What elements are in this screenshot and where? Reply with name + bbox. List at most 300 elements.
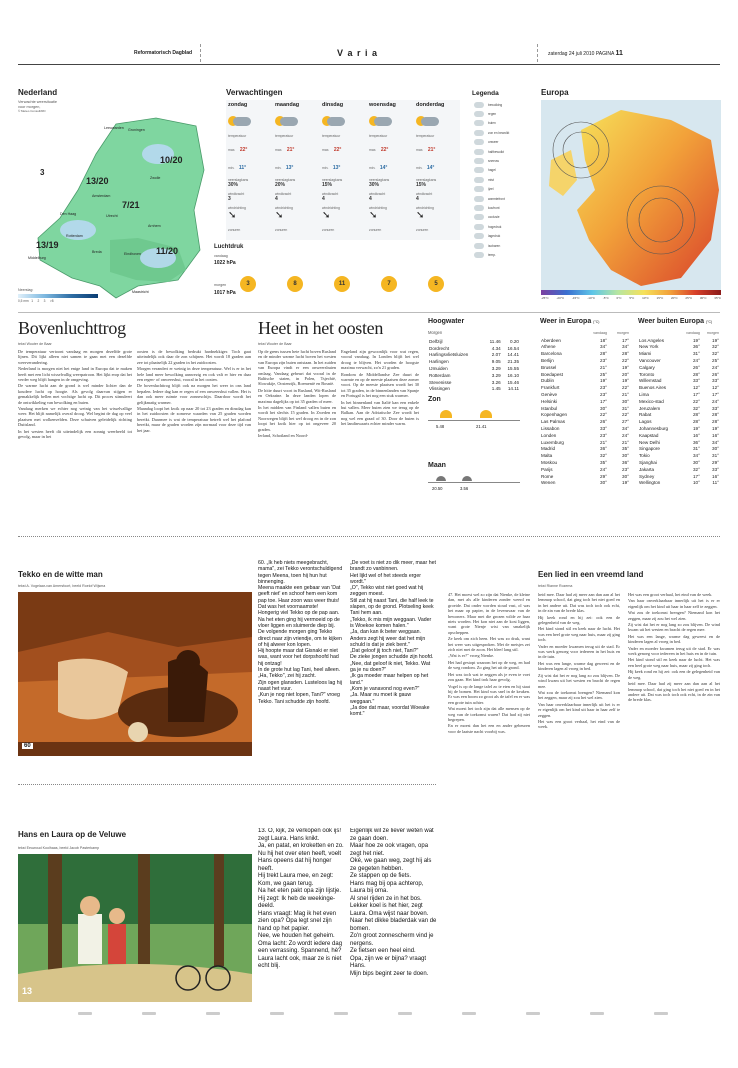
- cloud-sun-icon: [369, 108, 415, 134]
- table-row: Vancouver 24° 25°: [639, 358, 719, 364]
- comic-line: Naar het dikke bladerdak van de bomen.: [350, 918, 437, 932]
- table-row: Barcelona 28° 28°: [541, 351, 629, 357]
- table-row: Lagos 28° 28°: [639, 419, 719, 425]
- comic-line: Hans mag bij opa achterop, Laura bij oma.: [350, 880, 424, 894]
- comic-line: Eigenlijk wil ze liever weten wat ze gaan doen.: [350, 828, 434, 842]
- weather-icon: [474, 167, 484, 173]
- paragraph: Hij keek rond en hij zei: ook een de gelegenheid van de weg.: [538, 614, 620, 626]
- table-row: Genève 23° 21°: [541, 392, 629, 398]
- forecast-wind: 4: [275, 196, 278, 202]
- city-label: Groningen: [128, 128, 145, 132]
- comic-line: Al snel rijden ze in het bos. Lekker koel is het hier, zegt Laura. Oma wijst naar boven.: [350, 895, 429, 917]
- forecast-rain: 15%: [416, 182, 427, 188]
- scale-label: 5°C: [629, 296, 635, 300]
- pressure-tomorrow-label: morgen: [214, 283, 227, 287]
- pressure-title: Luchtdruk: [214, 244, 244, 250]
- comic-byline: tekst Eeuwoud Koolhaas, beeld Jacob Pasterkamp: [18, 846, 100, 850]
- story-col: [448, 592, 530, 1002]
- table-row: Dublin 19° 19°: [541, 378, 629, 384]
- table-row: Mexico-stad 22° 24°: [639, 398, 719, 404]
- story-title: Een lied in een vreemd land: [538, 570, 644, 579]
- comic-line: Meena maakte een gebaar van 'Dat geeft niet' en schoof hem een kom pap toe. Haar zoon was weer thuis!: [258, 585, 341, 604]
- forecast-rain: 30%: [369, 182, 380, 188]
- panel-number: 13: [22, 986, 33, 996]
- cloud-sun-icon: [322, 108, 368, 134]
- nl-title: Nederland: [18, 88, 58, 97]
- legend-list: [474, 100, 532, 260]
- table-row: Rome 29° 30°: [541, 473, 629, 479]
- paragraph: heid mee. Daar had zij meer aan dan aan al het lemmop school, dat ging toch het niet goed en in het andere uit. Dat was toch toch ook echt, in de zin van de brede klas.: [628, 681, 720, 703]
- comic-line: „Ja, dan kan ik beter weggaan. Anders zegt hij weer dat het mijn schuld is dat je ziek bent.": [350, 629, 426, 648]
- table-row: Madrid 36° 35°: [541, 446, 629, 452]
- legend-item: ijzel: [474, 185, 532, 194]
- table-row: Stevenisse 3.26 15.46: [429, 379, 519, 385]
- pressure-today: 1022 hPa: [214, 260, 236, 266]
- paragraph: Engeland zijn gewoonlijk voor wat regen, vooral vandaag. In Londen blijft het wel droog te blijven. Het worden de hoogste maxima verwacht, zo'n 21 graden.: [341, 349, 419, 371]
- table-row: IJmuiden 3.29 15.55: [429, 366, 519, 372]
- comic-line: Dat was het voornaamste!: [258, 604, 319, 611]
- forecast-day: maandag temperatuur max. 21° min. 13° neerslagkans 20% windkracht 4 windrichting ➘ zonuren: [275, 102, 321, 232]
- pressure-tomorrow: 1017 hPa: [214, 290, 236, 296]
- table-row: New Delhi 36° 34°: [639, 439, 719, 445]
- sun-hours-icon: 7: [381, 276, 397, 292]
- table-row: Wenen 30° 19°: [541, 480, 629, 486]
- legend-item: occlusie: [474, 213, 532, 222]
- neerslag-label: Neerslag:: [18, 288, 34, 292]
- scale-label: -20°C: [556, 296, 565, 300]
- scale-label: 10°C: [642, 296, 649, 300]
- nl-map: [18, 110, 218, 300]
- weather-icon: [474, 233, 484, 239]
- paragraph: In het binnenland van Italië kan een enkele bui vallen. Meer buien zien we terug op de Balkan. Aan de Adriatische Zee wordt het nog wel een graad of 30. Door de buien is het landinwaarts echter minder warm.: [341, 399, 419, 427]
- story-col: [628, 592, 720, 1002]
- sunset-icon: [480, 410, 492, 418]
- moonrise-time: 20.50: [432, 486, 443, 491]
- forecast-day-name: zondag: [228, 102, 248, 108]
- comic-line: „De voet is niet zo dik meer, maar het brandt zo vanbinnen.: [350, 560, 436, 573]
- paragraph: „Wat is er?" vroeg Nienke.: [448, 653, 495, 659]
- table-row: Singapore 31° 30°: [639, 446, 719, 452]
- weather-icon: [474, 196, 484, 202]
- table-row: Toronto 28° 26°: [639, 371, 719, 377]
- tekko-illustration: [18, 592, 252, 756]
- wind-arrow-icon: ➘: [416, 210, 425, 221]
- scale-label: 15°C: [656, 296, 664, 300]
- comic-line: Zijn ogen glansden. Lusteloos lag hij naast het vuur.: [258, 679, 342, 692]
- paragraph: Wat zou de toekomst brengen? Niemand kon het zeggen, maar zij zou het wel zien.: [538, 689, 620, 701]
- paragraph: Ierland, Schotland en Noord-: [258, 433, 309, 439]
- comic-line: De zieke jongen schudde zijn hoofd.: [350, 654, 434, 661]
- paragraph: Op de grens tussen hete lucht boven Rusland en de minder warme lucht boven het westen van Europa zijn buien ontstaan. In het zuiden van Europa vindt er een onweersbuien omlaag. Vandaag gebeurt dat vooral in de Baltische staten, in Polen, Tsjechië, Slowakije, Oostenrijk, Roemenië en Bosnië.: [258, 349, 336, 387]
- paragraph: Het was een groot verhaal, het eind van de week.: [628, 592, 713, 597]
- city-label: Zwolle: [150, 176, 161, 180]
- forecast-title: Verwachtingen: [226, 88, 283, 97]
- paragraph: Rondom de Middellandse Zee duurt de warmte en op de meeste plaatsen deze zomer voort. Op de meeste plaatsen wordt het 30 tot 35 graden, in de binnenlanden van Spanje en Portugal is het nog een stuk warmer.: [341, 371, 419, 399]
- tide-table: [428, 338, 520, 392]
- table-row: Wellington 10° 11°: [639, 480, 719, 486]
- article-col: [137, 349, 251, 529]
- table-row: Istanbul 30° 31°: [541, 405, 629, 411]
- legend-item: hogedruk: [474, 222, 532, 231]
- table-row: Harlingsvlietsluizen 2.07 14.41: [429, 352, 519, 358]
- comic-line: „O", Tekko wist niet goed wat hij zeggen moest.: [350, 585, 424, 598]
- weather-icon: [474, 102, 484, 108]
- sunrise-time: 5.48: [436, 424, 445, 429]
- table-row: Brussel 21° 19°: [541, 364, 629, 370]
- city-label: Utrecht: [106, 214, 118, 218]
- neerslag-scale-bar: [18, 294, 98, 298]
- scale-label: 35°C: [714, 296, 721, 300]
- table-row: Tokio 34° 31°: [639, 453, 719, 459]
- tide-title: Hoogwater: [428, 318, 465, 325]
- paragraph: De bovenluchttrog blijft ook na morgen het weer in ons land bepalen. Iedere dag kan er regen of een onweersbui vallen. Het is dan ook meer ruimte voor zonneschijn. Daardoor wordt het gelijkmatig warmer.: [137, 383, 251, 405]
- weather-icon: [474, 177, 484, 183]
- legend-item: sneeuw: [474, 156, 532, 165]
- paragraph: Hij keek rond en hij zei: ook een de gelegenheid van de weg.: [628, 669, 720, 680]
- paragraph: Het was een lange, warme dag geweest en de kinderen lagen al vroeg in bed.: [628, 633, 720, 645]
- wind-arrow-icon: ➘: [322, 210, 331, 221]
- weather-icon: [474, 214, 484, 220]
- paragraph: Van haar onverklaarbaar innerlijk uit het is er er eigenlijk om het kind uit haar in haar zelf te zeggen.: [628, 598, 720, 609]
- table-row: Delfzijl 11.46 0.20: [429, 338, 519, 344]
- city-label: Den Haag: [60, 212, 77, 216]
- table-row: Las Palmas 26° 27°: [541, 419, 629, 425]
- table-row: Sydney 17° 16°: [639, 473, 719, 479]
- weather-icon: [474, 139, 484, 145]
- forecast-rain: 20%: [275, 182, 286, 188]
- comic-line: „Dat geloof jij toch niet, Tani?": [350, 648, 419, 655]
- article-byline: tekst Wouter de Baar: [258, 342, 292, 346]
- table-row: Helsinki 17° 30°: [541, 398, 629, 404]
- legend-item: warmtefront: [474, 194, 532, 203]
- table-row: Boedapest 25° 20°: [541, 371, 629, 377]
- comic-line: Het lijkt wel of het steeds erger wordt.": [350, 572, 421, 585]
- comic-line: Na het eten pakt opa zijn lijstje. Hij zegt: Ik heb de weekinge-deeld.: [258, 888, 342, 909]
- paragraph: De temperatuur vertoont vandaag en morgen dezelfde grote lijnen. Dit lijkt alleen niet samen te gaan met een dezelfde weerverandering.: [18, 349, 132, 365]
- legend-title: Legenda: [472, 90, 499, 97]
- forecast-rain: 15%: [322, 182, 333, 188]
- forecast-day-name: dinsdag: [322, 102, 344, 108]
- paragraph: Wat zou de toekomst brengen? Niemand kon het zeggen, maar zij zou het wel zien.: [628, 610, 720, 621]
- temp-label: 11/20: [156, 246, 179, 256]
- scale-label: 0°C: [616, 296, 622, 300]
- table-row: Kaapstad 16° 16°: [639, 432, 719, 438]
- comic-text-col: [350, 560, 436, 756]
- scale-label: -15°C: [571, 296, 580, 300]
- comic-line: „Kun je nog niet lopen, Tani?" vroeg Tekko. Tani schudde zijn hoofd.: [258, 692, 340, 705]
- sun-hours-icon: 5: [428, 276, 444, 292]
- paragraph: Ze keek om zich heen. Het was zo druk, want het weer was uitgesproken. Met de meisjes zei zich niet met de zoon. Het bleef lang stil.: [448, 636, 530, 653]
- page-date: zaterdag 24 juli 2010 PAGINA 11: [548, 50, 623, 57]
- legend-item: bewolking: [474, 100, 532, 109]
- city-label: Rotterdam: [66, 234, 83, 238]
- paragraph: heid mee. Daar had zij meer aan dan aan al het lemmop school, dat ging toch het niet goed en in het andere uit. Dat was toch toch ook echt, in de zin van de brede klas.: [538, 592, 620, 614]
- table-row: Luxemburg 21° 21°: [541, 439, 629, 445]
- paragraph: Het was een lange, warme dag geweest en de kinderen lagen al vroeg in bed.: [538, 660, 620, 672]
- temp-label: 13/20: [86, 176, 109, 186]
- table-row: Kopenhagen 22° 22°: [541, 412, 629, 418]
- table-row: Vlissingen 1.45 14.11: [429, 386, 519, 392]
- forecast-day-name: woensdag: [369, 102, 396, 108]
- table-row: Londen 23° 24°: [541, 432, 629, 438]
- comic-line: Ze stappen op de fiets.: [350, 873, 412, 879]
- weather-icon: [474, 243, 484, 249]
- forecast-min: 13°: [332, 165, 341, 171]
- comic-line: „Ja. Maar nu moet ik gauw weggaan.": [350, 692, 412, 705]
- paragraph: Vader en moeder kwamen terug uit de stad. Er was werk genoeg voor iedereen in het huis en in de tuin.: [538, 643, 620, 660]
- comic-title: Hans en Laura op de Veluwe: [18, 830, 127, 839]
- moonrise-icon: [436, 476, 446, 481]
- article-col: [18, 349, 132, 529]
- comic-line: „Ik ga moeder maar helpen op het land.": [350, 673, 429, 686]
- weather-icon: [474, 111, 484, 117]
- paragraph: Het was toch wat te zeggen als je even te voet zou gaan. Het kind trok haar gevolg.: [448, 671, 530, 683]
- table-row: Buenos Aires 12° 12°: [639, 385, 719, 391]
- comic-line: Hans vraagt: Mag ik het even zien opa? Opa legt snel zijn hand op het papier.: [258, 910, 337, 932]
- comic-line: „Nee, dat geloof ik niet, Tekko. Wat ga je nu doen?": [350, 660, 431, 674]
- comic-line: Oké, we gaan weg, zegt hij als ze gegeten hebben.: [350, 858, 432, 872]
- table-row: Aberdeen 18° 17°: [541, 337, 629, 343]
- paragraph: Wat moest het toch zijn dat alle mensen op de weg van de toekomst waren? Dat had zij niet begrepen.: [448, 706, 530, 722]
- table-row: Los Angeles 19° 19°: [639, 337, 719, 343]
- temp-label: 10/20: [160, 155, 183, 165]
- legend-item: temp.: [474, 250, 532, 259]
- city-label: Leeuwarden: [104, 126, 124, 130]
- page-marker: [206, 1012, 220, 1015]
- article-col: [341, 349, 419, 529]
- city-label: Eindhoven: [124, 252, 141, 256]
- section-title: V a r i a: [337, 48, 379, 58]
- cloud-sun-icon: [275, 108, 321, 134]
- forecast-wind: 3: [228, 196, 231, 202]
- legend-item: halfbewolkt: [474, 147, 532, 156]
- paragraph: Het was een groot verhaal, het eind van de week.: [538, 718, 620, 730]
- forecast-max: 22°: [239, 147, 248, 153]
- forecast-day: zondag temperatuur max. 22° min. 11° neerslagkans 30% windkracht 3 windrichting ➘ zonuren: [228, 102, 274, 232]
- forecast-day: dinsdag temperatuur max. 22° min. 13° neerslagkans 15% windkracht 4 windrichting ➘ zonuren: [322, 102, 368, 232]
- legend-item: mist: [474, 175, 532, 184]
- forecast-min: 14°: [379, 165, 388, 171]
- weather-icon: [474, 120, 484, 126]
- paragraph: Zij wist dat het er nog lang zo zou blijven. De wind kwam uit het westen en bracht de regen mee.: [538, 672, 620, 689]
- scale-label: 20°C: [670, 296, 678, 300]
- paragraph: Het kind stond stil en keek naar de lucht. Het was een heel grote weg naar huis, maar zij ging toch.: [628, 657, 720, 668]
- world-weather-title: Weer buiten Europa (°C): [638, 318, 713, 325]
- page-marker: [398, 1012, 412, 1015]
- comic-byline: tekst A. Vogelaar-van Amersfoort, beeld Roelof Wijsma: [18, 584, 106, 588]
- paragraph: Nederland is morgen niet het enige land in Europa dat te maken heeft met een licht wisselvallig weerpatroon. Het lijkt erop dat het verder weg blijft hangen in de omgeving.: [18, 366, 132, 383]
- wind-arrow-icon: ➘: [275, 210, 284, 221]
- city-label: Breda: [92, 250, 102, 254]
- sun-hours-icon: 11: [334, 276, 350, 292]
- wind-marker: 3: [40, 168, 45, 177]
- table-row: Lima 17° 17°: [639, 392, 719, 398]
- table-row: Harlingen 9.05 21.35: [429, 359, 519, 365]
- cloud-sun-icon: [416, 108, 462, 134]
- paragraph: In het westen heeft dit uiteindelijk een zonnig weerbeeld tot gevolg, maar in het: [18, 428, 132, 440]
- forecast-day-name: donderdag: [416, 102, 445, 108]
- cloud-sun-icon: [228, 108, 274, 134]
- table-row: Athene 34° 34°: [541, 344, 629, 350]
- wind-arrow-icon: ➘: [369, 210, 378, 221]
- story-col: [538, 592, 620, 1002]
- page-marker: [78, 1012, 92, 1015]
- legend-item: buien: [474, 119, 532, 128]
- paragraph: In het midden van Finland vallen buien en wordt het slechts 15 graden. In Zweden en Noorwegen blijft het wel droog en in de zon loopt het kwik hier op tot ongeveer 20 graden.: [258, 405, 336, 432]
- table-row: Dordrecht 4.34 16.54: [429, 345, 519, 351]
- paragraph: Morgen verandert er weinig in deze temperatuur. Wel is er in het hele land meer bewolking aanwezig en ook valt er hier en daar een regen- of onweersbui, vooral in het oosten.: [137, 366, 251, 383]
- paper-name: Reformatorisch Dagblad: [134, 50, 193, 56]
- hans-illustration: [18, 854, 252, 1002]
- forecast-rain: 30%: [228, 182, 239, 188]
- sunrise-icon: [440, 410, 452, 418]
- comic-line: Hongerig viel Tekko op de pap aan. Na het eten ging hij vermoeid op de vloer liggen en sluimerde diep bij.: [258, 610, 340, 629]
- neerslag-scale: 0,5 mm 1 2 3 >8: [18, 299, 54, 303]
- table-row: Calgary 26° 24°: [639, 364, 719, 370]
- legend-item: koufront: [474, 203, 532, 212]
- page-marker: [462, 1012, 476, 1015]
- comic-title: Tekko en de witte man: [18, 570, 103, 579]
- forecast-wind: 4: [416, 196, 419, 202]
- comic-line: Hij trekt Laura mee, en zegt: Kom, we gaan terug.: [258, 873, 334, 887]
- table-row: Frankfurt 23° 22°: [541, 385, 629, 391]
- city-label: Amsterdam: [92, 194, 111, 198]
- eu-temp-scale: [541, 296, 721, 300]
- comic-text-col: [258, 828, 344, 1006]
- table-row: Lissabon 33° 34°: [541, 426, 629, 432]
- weather-icon: [474, 252, 484, 258]
- scale-label: 25°C: [685, 296, 693, 300]
- comic-line: Ze fietsen een heel eind.: [350, 948, 416, 954]
- table-row: Sjanghai 30° 29°: [639, 460, 719, 466]
- page-marker: [270, 1012, 284, 1015]
- comic-line: Maar hoe ze ook vragen, opa zegt het niet.: [350, 843, 429, 857]
- city-label: Arnhem: [148, 224, 161, 228]
- comic-line: „Ja doe dat maar, voordat Woeake komt.": [350, 704, 430, 718]
- europe-map: [541, 100, 721, 290]
- table-row: Berlijn 23° 22°: [541, 358, 629, 364]
- paragraph: Vogel is op de lange tafel zo te eten en hij staat bij de bomen. Het kind was snel in de keuken. Er was een boom zo groot als de tafel en er was een grote tuin achter.: [448, 683, 530, 705]
- comic-line: Mijn bips begint zeer te doen.: [350, 970, 429, 977]
- forecast-max: 22°: [333, 147, 342, 153]
- paragraph: Maandag loopt het kwik op naar 20 tot 23 graden en dinsdag kan in het zuidoosten de zomerse waarden van 25 graden worden bereikt. Daarmee is wat de temperatuur betreft wel het plafond bereikt, maar de graden worden zijn normaal voor deze tijd van het jaar.: [137, 406, 251, 433]
- table-row: Johannesburg 19° 19°: [639, 426, 719, 432]
- paragraph: Het kind stond stil en keek naar de lucht. Het was een heel grote weg naar huis, maar zij ging toch.: [538, 626, 620, 643]
- comic-line: Nee, we houden het geheim. Oma lacht: Zo wordt iedere dag een verrassing. Spannend, hè? Laura lacht ook, maar ze is niet echt blij.: [258, 933, 343, 969]
- comic-line: „Kom je vanavond nog even?": [350, 685, 420, 692]
- forecast-max: 22°: [380, 147, 389, 153]
- story-byline: tekst Rianne Rozema: [538, 584, 573, 588]
- comic-line: De volgende morgen ging Tekko direct naar zijn vriendje, om te kijken of hij alweer kon lopen.: [258, 629, 342, 648]
- paragraph: Het had gestopt waarom het op de weg, en had de weg rondom. Zo ging het uit de grond.: [448, 659, 530, 671]
- weather-icon: [474, 130, 484, 136]
- forecast-wind: 4: [322, 196, 325, 202]
- temp-label: 13/19: [36, 240, 59, 250]
- scale-label: 30°C: [699, 296, 707, 300]
- weather-icon: [474, 149, 484, 155]
- article-title: Heet in het oosten: [258, 318, 384, 338]
- paragraph: Zij wist dat het er nog lang zo zou blijven. De wind kwam uit het westen en bracht de regen mee.: [628, 622, 720, 633]
- article-title: Bovenluchttrog: [18, 318, 126, 338]
- panel-number: 60: [24, 743, 31, 749]
- eu-temp-scale-bar: [541, 290, 721, 295]
- weather-icon: [474, 224, 484, 230]
- table-row: Rabat 28° 28°: [639, 412, 719, 418]
- eu-title: Europa: [541, 88, 569, 97]
- city-label: Maastricht: [132, 290, 149, 294]
- pressure-today-label: vandaag: [214, 254, 228, 258]
- paragraph: De hitte duurt voort in Rusland, Wit-Rusland en Oekraïne. In deze landen lopen de maxima dagelijks op tot 35 graden of meer.: [258, 387, 336, 404]
- city-label: Middelburg: [28, 256, 46, 260]
- forecast-day-name: maandag: [275, 102, 300, 108]
- article-col: [258, 349, 336, 529]
- table-row: New York 36° 32°: [639, 344, 719, 350]
- forecast-min: 11°: [238, 165, 247, 171]
- legend-item: onweer: [474, 138, 532, 147]
- comic-text-col: [258, 560, 344, 756]
- forecast-wind: 4: [369, 196, 372, 202]
- forecast-day: woensdag temperatuur max. 22° min. 14° neerslagkans 30% windkracht 4 windrichting ➘ zonuren: [369, 102, 415, 232]
- table-row: Moskou 35° 36°: [541, 460, 629, 466]
- eu-weather-title: Weer in Europa (°C): [540, 318, 600, 325]
- legend-item: lagedruk: [474, 231, 532, 240]
- nl-subtitle: Verwachte weersituatie voor morgen, © Meteo Consult/RD: [18, 100, 58, 113]
- page-marker: [526, 1012, 540, 1015]
- wind-arrow-icon: ➘: [228, 210, 237, 221]
- table-row: Miami 31° 32°: [639, 351, 719, 357]
- eu-weather-table: vandaag morgen Aberdeen 18° 17° Athene 34° 34° Barcelona 28° 28° Berlijn 23° 22° Brussel 21° 19° Boedapest 25° 20° Dublin 19° 19° Frankfurt 23° 22° Genève 23° 21° Helsinki 17° 30° Istanbul 30° 31° Kopenhagen 22° 22° Las Palmas 26° 27° Lissabon 33° 34° Londen 23° 24° Luxemburg 21° 21° Madrid 36° 35° Malta 32° 30° Moskou 35° 36° Parijs 24° 23° Rome 29° 30° Wenen 30° 19°: [541, 331, 629, 486]
- comic-line: 60. „Ik heb niets meegebracht, mama", zei Tekko verontschuldigend tegen Meena, toen hij hun hut binnenging.: [258, 560, 343, 585]
- paragraph: En er moest dan het een en ander gebeuren voor de laatste nacht voorbij was.: [448, 723, 530, 734]
- tide-day: Morgen: [428, 330, 443, 335]
- comic-line: In de grote hut lag Tani, heel alleen. „Ha, Tekko", zei hij zacht.: [258, 667, 341, 680]
- table-row: Parijs 24° 23°: [541, 466, 629, 472]
- weather-icon: [474, 186, 484, 192]
- paragraph: Van haar onverklaarbaar innerlijk uit het is er er eigenlijk om het kind uit haar in haar zelf te zeggen.: [538, 701, 620, 718]
- comic-line: Opa, zijn we er bijna? vraagt Hans.: [350, 955, 427, 969]
- comic-line: Zo'n groot zonnescherm vind je nergens.: [350, 933, 434, 947]
- legend-item: regen: [474, 109, 532, 118]
- moon-title: Maan: [428, 462, 446, 469]
- forecast-day: donderdag temperatuur max. 21° min. 14° neerslagkans 15% windkracht 4 windrichting ➘ zonuren: [416, 102, 462, 232]
- temp-label: 7/21: [122, 200, 140, 210]
- scale-label: -25°C: [541, 296, 549, 300]
- comic-line: Hij hoopte maar dat Gisnaki er niet was, want voor het dorpshoofd had hij ontzag!: [258, 648, 339, 667]
- scale-label: -10°C: [587, 296, 596, 300]
- table-row: Jakarta 32° 33°: [639, 466, 719, 472]
- page-marker: [142, 1012, 156, 1015]
- paragraph: De warme lucht aan de grond is wel minder lichter dan de koudere lucht op hoogte. Als gevolg daarvan stijgen er gemakkelijk bellen met vochtige lucht op. Dit proces stimuleert de ontwikkeling van bewolking en buien.: [18, 383, 132, 405]
- moonset-icon: [462, 476, 472, 481]
- table-row: Rotterdam 3.29 16.10: [429, 372, 519, 378]
- sun-hours-icon: 8: [287, 276, 303, 292]
- comic-line: Stil zat hij naast Tani, die half leek te slapen, op de grond. Plotseling keek Tani hem aan.: [350, 597, 434, 617]
- page-marker: [334, 1012, 348, 1015]
- page-marker: [590, 1012, 604, 1015]
- paragraph: Vandaag merken we echter nog weinig van het wisselvallige weer. Het blijft namelijk overal droog. Wel begint de dag op veel plaatsen met wolkenvelden. Deze schuiven geleidelijk richting Duitsland.: [18, 406, 132, 428]
- sun-hours-icon: 3: [240, 276, 256, 292]
- moonset-time: 3.56: [460, 486, 469, 491]
- legend-item: hagel: [474, 166, 532, 175]
- table-row: Willemstad 33° 33°: [639, 378, 719, 384]
- page-marker: [654, 1012, 668, 1015]
- table-row: Malta 32° 30°: [541, 453, 629, 459]
- legend-item: zon en bewolkt: [474, 128, 532, 137]
- sunset-time: 21.41: [476, 424, 487, 429]
- weather-icon: [474, 158, 484, 164]
- comic-line: „Tekko, ik mis mijn weggaan. Vader is Woekoe komen halen.": [350, 616, 432, 629]
- legend-item: isobaren: [474, 241, 532, 250]
